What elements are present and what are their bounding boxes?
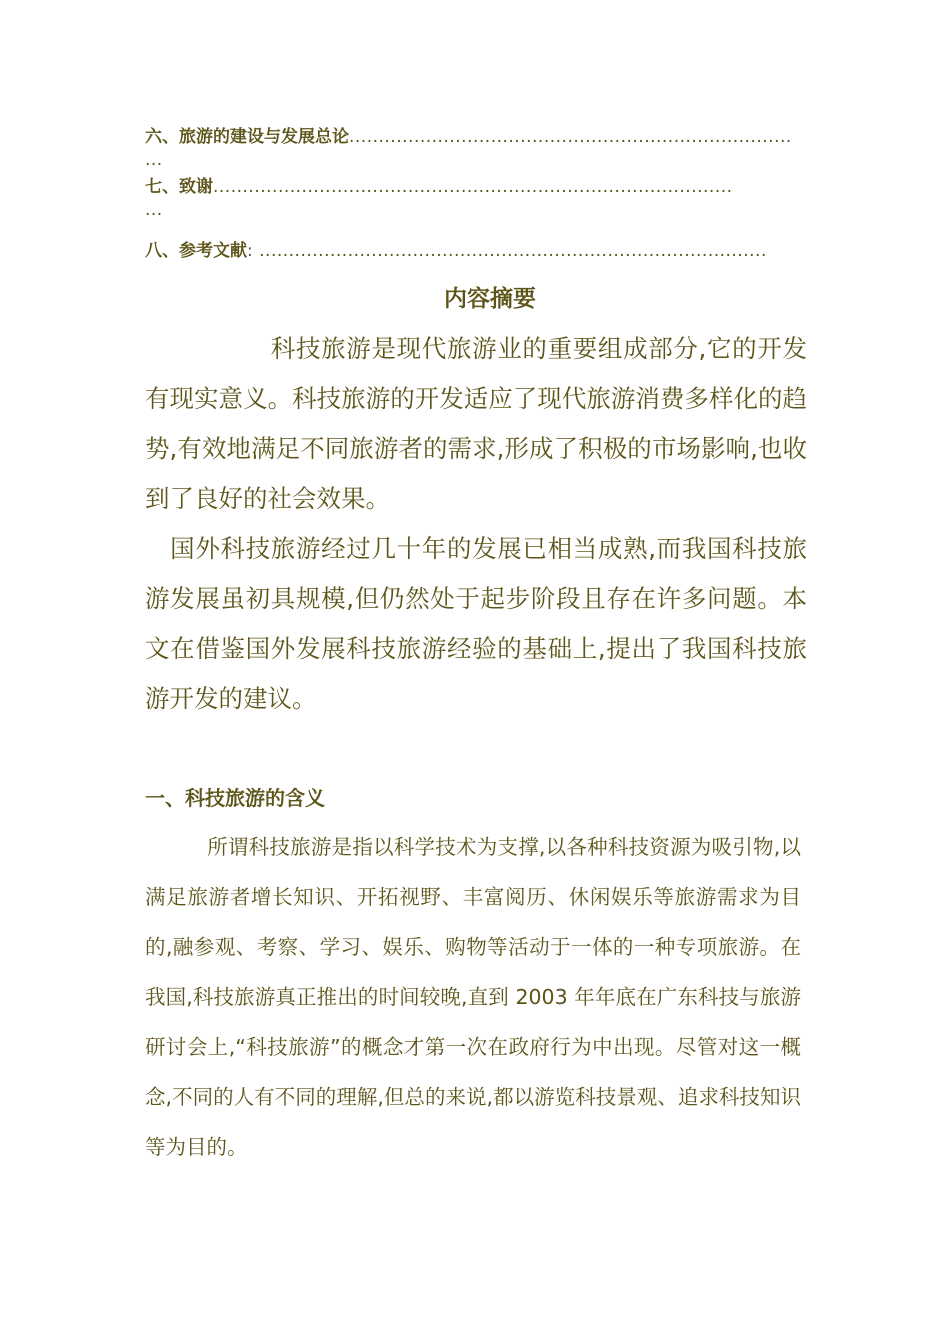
- toc-item-label: 七、致谢: [145, 177, 213, 197]
- toc-item-8[interactable]: [145, 240, 805, 262]
- abstract-paragraph: 科技旅游是现代旅游业的重要组成部分,它的开发有现实意义。科技旅游的开发适应了现代旅游消费多样化的趋势,有效地满足不同旅游者的需求,形成了积极的市场影响,也收到了良好的社会效果。: [145, 334, 807, 513]
- toc-item-label: 八、参考文献: [145, 241, 247, 261]
- toc-item-leader-continued: ...: [145, 150, 163, 170]
- toc-item-6[interactable]: [145, 126, 805, 148]
- abstract-paragraph: 国外科技旅游经过几十年的发展已相当成熟,而我国科技旅游发展虽初具规模,但仍然处于起步阶段且存在许多问题。本文在借鉴国外发展科技旅游经验的基础上,提出了我国科技旅游开发的建议。: [145, 534, 807, 713]
- toc-item-label: 六、旅游的建设与发展总论: [145, 127, 349, 147]
- section-heading: 一、科技旅游的含义: [145, 786, 325, 810]
- section-paragraph: 所谓科技旅游是指以科学技术为支撑,以各种科技资源为吸引物,以满足旅游者增长知识、开拓视野、丰富阅历、休闲娱乐等旅游需求为目的,融参观、考察、学习、娱乐、购物等活动于一体的一种专项旅游。在我国,科技旅游真正推出的时间较晚,直到 2003 年年底在广东科技与旅游研讨会上,“科技旅游”的概念才第一次在政府行为中出现。尽管对这一概念,不同的人有不同的理解,但总的来说,都以游览科技景观、追求科技知识等为目的。: [145, 835, 801, 1159]
- toc-item-leader: ........................................................................................: [213, 177, 733, 197]
- toc-item-7[interactable]: [145, 176, 805, 198]
- toc-item-leader-continued: ...: [145, 200, 163, 220]
- abstract-title: 内容摘要: [444, 286, 536, 312]
- toc-item-leader: : ......................................................................................: [247, 241, 767, 261]
- toc-item-leader: ...........................................................................: [349, 127, 792, 147]
